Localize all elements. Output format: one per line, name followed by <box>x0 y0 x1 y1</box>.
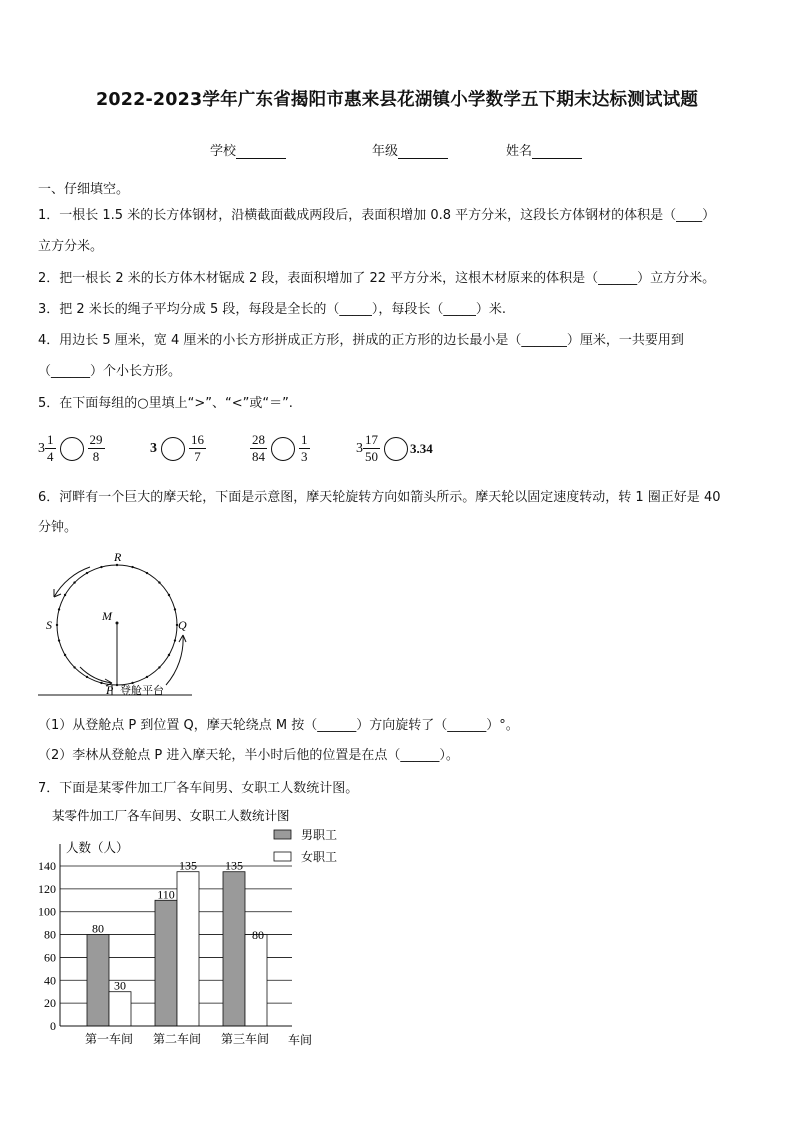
label-Q: Q <box>178 618 187 632</box>
arrow-top-left <box>54 567 90 597</box>
denominator: 8 <box>92 449 100 464</box>
wheel-dot <box>58 639 60 641</box>
fraction <box>189 432 206 465</box>
section-heading: 一、仔细填空。 <box>38 182 130 197</box>
legend-male-label: 男职工 <box>301 828 338 842</box>
fraction <box>299 432 310 465</box>
numerator: 28 <box>252 432 265 447</box>
label-M: M <box>102 609 112 623</box>
x-category-label: 第一车间 <box>84 1032 134 1046</box>
arrowhead-right <box>179 635 186 642</box>
y-tick-label: 80 <box>44 927 56 942</box>
wheel-dot <box>168 654 170 656</box>
compare-circle[interactable] <box>271 437 295 461</box>
y-tick-label: 20 <box>44 996 56 1011</box>
bar-female <box>177 872 199 1026</box>
school-label: 学校 <box>210 144 237 159</box>
fraction <box>250 432 267 465</box>
bar-value-label: 135 <box>225 858 243 873</box>
x-category-label: 第二车间 <box>152 1032 202 1046</box>
wheel-dot <box>100 566 102 568</box>
grade-blank <box>398 146 448 159</box>
wheel-dot <box>73 666 75 668</box>
school-field <box>210 140 286 159</box>
school-blank <box>236 146 286 159</box>
compare-group-1 <box>38 432 105 465</box>
wheel-dot <box>158 666 160 668</box>
wheel-dot <box>86 676 88 678</box>
x-axis-label: 车间 <box>288 1033 313 1047</box>
y-tick-label: 140 <box>38 859 56 873</box>
wheel-dot <box>64 594 66 596</box>
wheel-dot <box>146 676 148 678</box>
compare-group-4 <box>356 432 433 465</box>
legend-female-swatch <box>274 852 291 861</box>
bar-value-label: 80 <box>252 928 264 943</box>
denominator: 4 <box>47 449 54 464</box>
question-5: 5．在下面每组的○里填上“>”、“<”或“＝”. <box>38 396 293 411</box>
grade-label: 年级 <box>372 144 399 159</box>
question-6-line2: 分钟。 <box>38 520 78 535</box>
denominator: 7 <box>194 449 201 464</box>
mixed-whole: 3 <box>356 440 363 456</box>
denominator: 84 <box>252 449 265 464</box>
question-6-line1: 6．河畔有一个巨大的摩天轮，下面是示意图，摩天轮旋转方向如箭头所示。摩天轮以固定速度转动，转 1 圈正好是 40 <box>38 490 721 505</box>
chart-title: 某零件加工厂各车间男、女职工人数统计图 <box>52 808 290 823</box>
question-1-line1: 1．一根长 1.5 米的长方体钢材，沿横截面截成两段后，表面积增加 0.8 平方分米，这段长方体钢材的体积是（____） <box>38 208 716 223</box>
numerator: 1 <box>47 432 54 447</box>
wheel-dot <box>116 564 118 566</box>
legend-male-swatch <box>274 830 291 839</box>
name-field <box>506 140 582 159</box>
wheel-dot <box>73 581 75 583</box>
numerator: 29 <box>89 432 103 447</box>
fraction <box>363 432 380 465</box>
legend-female-label: 女职工 <box>301 850 338 864</box>
y-tick-label: 0 <box>50 1019 56 1033</box>
wheel-dot <box>64 654 66 656</box>
y-tick-label: 60 <box>44 950 56 965</box>
y-tick-label: 100 <box>38 904 56 919</box>
wheel-dot <box>86 572 88 574</box>
bar-value-label: 80 <box>92 921 104 936</box>
numerator: 17 <box>365 432 378 447</box>
mixed-whole: 3 <box>38 440 45 456</box>
label-platform: 登舱平台 <box>120 684 164 697</box>
x-category-label: 第三车间 <box>220 1032 270 1046</box>
wheel-dot <box>100 682 102 684</box>
denominator: 50 <box>365 449 378 464</box>
bar-chart <box>30 800 360 1055</box>
question-6-sub2: （2）李林从登舱点 P 进入摩天轮，半小时后他的位置是在点（______）。 <box>38 748 459 763</box>
wheel-dot <box>58 608 60 610</box>
wheel-dot <box>131 566 133 568</box>
question-7: 7．下面是某零件加工厂各车间男、女职工人数统计图。 <box>38 781 359 796</box>
label-P: P <box>106 683 114 697</box>
left-value: 3 <box>150 440 157 456</box>
compare-group-2 <box>150 432 206 465</box>
compare-circle[interactable] <box>60 437 84 461</box>
question-6-sub1: （1）从登舱点 P 到位置 Q，摩天轮绕点 M 按（______）方向旋转了（______）°。 <box>38 718 519 733</box>
wheel-dot <box>174 608 176 610</box>
question-4-line2: （______）个小长方形。 <box>38 364 182 379</box>
wheel-dot <box>168 594 170 596</box>
wheel-dot <box>158 581 160 583</box>
label-S: S <box>46 618 52 632</box>
question-1-line2: 立方分米。 <box>38 239 104 254</box>
numerator: 1 <box>301 432 308 447</box>
bar-value-label: 30 <box>114 978 126 993</box>
bar-male <box>223 872 245 1026</box>
compare-group-3 <box>250 432 310 465</box>
bar-male <box>87 935 109 1026</box>
numerator: 16 <box>191 432 204 447</box>
fraction <box>45 432 56 465</box>
wheel-dot <box>56 624 58 626</box>
page-title: 2022-2023学年广东省揭阳市惠来县花湖镇小学数学五下期末达标测试试题 <box>95 90 699 110</box>
bar-value-label: 135 <box>179 858 197 873</box>
wheel-dot <box>146 572 148 574</box>
grade-field <box>372 140 448 159</box>
bar-female <box>109 992 131 1026</box>
question-4-line1: 4．用边长 5 厘米，宽 4 厘米的小长方形拼成正方形，拼成的正方形的边长最小是（_______）厘米，一共要用到 <box>38 333 684 348</box>
bar-female <box>245 935 267 1026</box>
ferris-wheel-diagram <box>30 545 210 705</box>
compare-circle[interactable] <box>384 437 408 461</box>
center-point <box>116 622 119 625</box>
bar-male <box>155 900 177 1026</box>
bar-value-label: 110 <box>157 887 175 902</box>
denominator: 3 <box>301 449 308 464</box>
compare-circle[interactable] <box>161 437 185 461</box>
question-2: 2．把一根长 2 米的长方体木材锯成 2 段，表面积增加了 22 平方分米，这根木材原来的体积是（______）立方分米。 <box>38 271 716 286</box>
y-tick-label: 40 <box>44 973 56 988</box>
right-value: 3.34 <box>410 440 433 456</box>
name-label: 姓名 <box>506 144 533 159</box>
chart-bars <box>87 859 267 1026</box>
wheel-dot <box>174 639 176 641</box>
y-axis-label: 人数（人） <box>66 840 129 855</box>
y-tick-label: 120 <box>38 881 56 896</box>
fraction <box>88 432 105 465</box>
label-R: R <box>114 550 122 564</box>
question-3: 3．把 2 米长的绳子平均分成 5 段，每段是全长的（_____），每段长（_____）米. <box>38 302 506 317</box>
name-blank <box>532 146 582 159</box>
